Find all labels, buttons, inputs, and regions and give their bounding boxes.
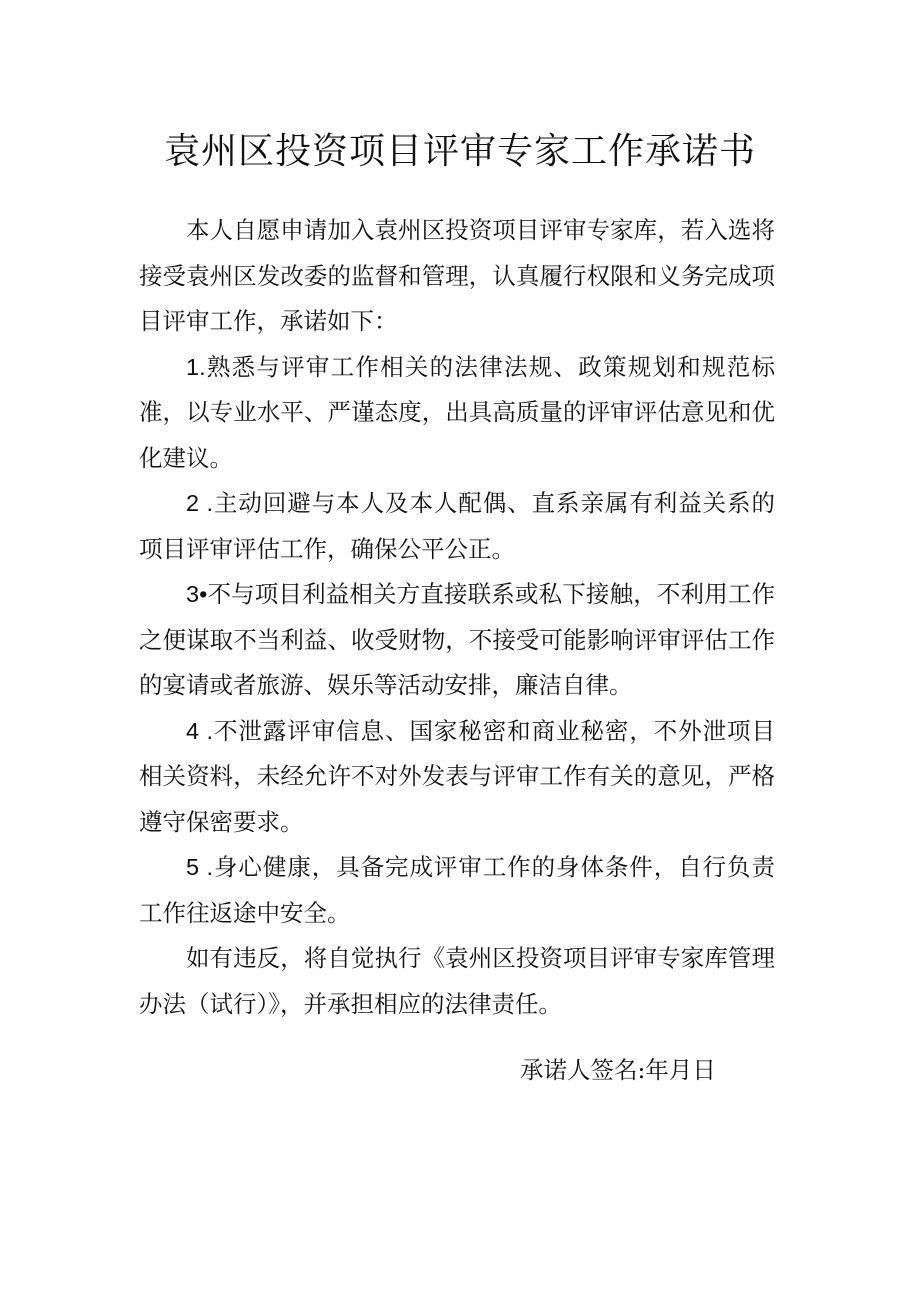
item-text: 不与项目利益相关方直接联系或私下接触，不利用工作之便谋取不当利益、收受财物，不接受可能影响评审评估工作的宴请或者旅游、娱乐等活动安排，廉洁自律。: [139, 580, 775, 699]
commitment-item-3: [139, 572, 775, 709]
commitment-item-4: [139, 709, 775, 846]
item-number: 1.: [186, 353, 206, 380]
intro-paragraph: 本人自愿申请加入袁州区投资项目评审专家库，若入选将接受袁州区发改委的监督和管理，认真履行权限和义务完成项目评审工作，承诺如下：: [139, 216, 775, 335]
document-title: 袁州区投资项目评审专家工作承诺书: [163, 131, 756, 172]
commitment-item-5: [139, 845, 775, 936]
item-number: 4 .: [186, 717, 214, 744]
item-text: 熟悉与评审工作相关的法律法规、政策规划和规范标准，以专业水平、严谨态度，出具高质量的评审评估意见和优化建议。: [139, 352, 775, 472]
item-number: 5 .: [186, 854, 214, 880]
commitment-item-2: [139, 481, 775, 572]
item-text: 主动回避与本人及本人配偶、直系亲属有利益关系的项目评审评估工作，确保公平公正。: [139, 489, 775, 563]
signature-line: 承诺人签名:年月日: [520, 1056, 716, 1084]
item-text: 身心健康，具备完成评审工作的身体条件，自行负责工作往返途中安全。: [139, 853, 775, 927]
commitment-item-1: [139, 345, 775, 482]
item-number: 2 .: [186, 490, 214, 516]
item-text: 不泄露评审信息、国家秘密和商业秘密，不外泄项目相关资料，未经允许不对外发表与评审工作有关的意见，严格遵守保密要求。: [139, 716, 775, 836]
closing-paragraph: 如有违反，将自觉执行《袁州区投资项目评审专家库管理办法（试行）》，并承担相应的法律责任。: [139, 944, 775, 1018]
document-body: [139, 208, 775, 1027]
item-number: 3•: [186, 581, 208, 607]
